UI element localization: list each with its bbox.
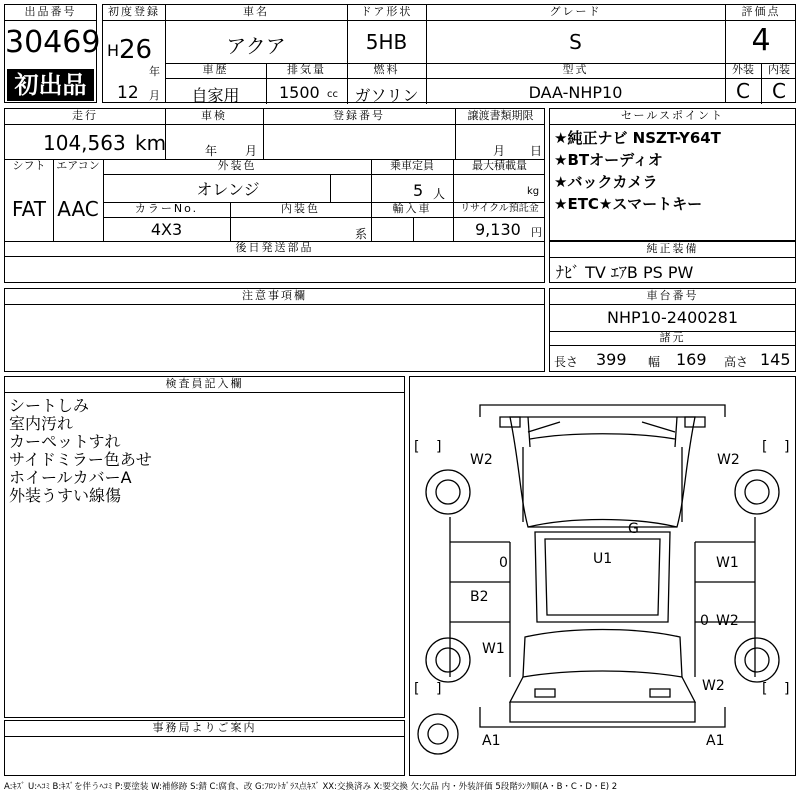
office-label: 事務局よりご案内 [5, 721, 404, 737]
later-parts-label: 後日発送部品 [235, 241, 314, 254]
width-label: 幅 [648, 355, 661, 369]
length: 399 [596, 350, 627, 369]
sales-points-box [549, 108, 796, 241]
width: 169 [676, 350, 707, 369]
era: H [107, 41, 120, 60]
mark-g: G [628, 521, 639, 537]
lot-number-box [4, 4, 101, 103]
color-no: 4X3 [150, 220, 183, 239]
ac: AAC [57, 197, 99, 221]
lot-number: 30469 [5, 25, 101, 60]
seats-unit: 人 [433, 187, 446, 201]
svg-text:[: [ [414, 681, 420, 697]
svg-text:[: [ [762, 681, 768, 697]
office-box [4, 720, 405, 776]
load-label: 最大積載量 [472, 159, 527, 172]
reg-number-label: 登録番号 [333, 109, 385, 122]
height-label: 高さ [724, 355, 749, 369]
inspection-label: 車検 [201, 109, 227, 122]
first-listing-badge: 初出品 [7, 69, 94, 101]
mileage-unit: km [135, 131, 167, 155]
chassis-label: 車台番号 [550, 289, 795, 305]
mark-zero-right: 0 [700, 613, 709, 629]
mark-zero-left: 0 [499, 555, 508, 571]
equipment-box [549, 241, 796, 283]
month-unit: 月 [149, 89, 160, 102]
legend: A:ｷｽﾞ U:ﾍｺﾐ B:ｷｽﾞを伴うﾍｺﾐ P:要塗装 W:補修跡 S:錆 C:腐食、改 G:ﾌﾛﾝﾄｶﾞﾗｽ点ｷｽﾞ XX:交換済み X:要交換 欠:欠品 内・外装評価 5段階ﾗﾝｸ順(A・B・C・D・E) 2 [4, 782, 618, 792]
inspector-note: シートしみ [9, 396, 90, 415]
int-grade-label: 内装 [768, 63, 790, 76]
inspector-note: サイドミラー色あせ [9, 450, 152, 469]
first-reg-label: 初度登録 [108, 5, 160, 18]
recycle-unit: 円 [531, 226, 542, 239]
inspector-note: 室内汚れ [9, 414, 74, 433]
grade: S [569, 30, 582, 54]
ext-grade: C [736, 79, 750, 103]
equipment-label: 純正装備 [550, 242, 795, 258]
mark-a1-right: A1 [706, 733, 725, 749]
ac-label: エアコン [56, 159, 100, 172]
shift-label: シフト [12, 159, 46, 172]
door-type: 5HB [365, 30, 408, 54]
recycle-fee: 9,130 [475, 220, 521, 239]
car-diagram-box [409, 376, 796, 776]
inspector-note: カーペットすれ [9, 432, 121, 451]
transfer-day-unit: 日 [530, 144, 543, 158]
shift: FAT [11, 197, 46, 221]
vehicle-header-box [102, 4, 796, 103]
sales-points-label: セールスポイント [550, 109, 795, 125]
displacement-label: 排気量 [287, 63, 326, 76]
svg-text:]: ] [436, 681, 442, 697]
dims-label: 諸元 [659, 331, 686, 344]
inspector-label: 検査員記入欄 [5, 377, 404, 393]
svg-text:]: ] [436, 439, 442, 455]
equipment: ﾅﾋﾞ TV ｴｱB PS PW [556, 263, 694, 282]
height: 145 [760, 350, 791, 369]
sales-point: ★純正ナビ NSZT-Y64T [554, 129, 721, 147]
grade-label: グレード [549, 5, 602, 18]
ext-grade-label: 外装 [732, 63, 754, 76]
inspector-box [4, 376, 405, 718]
length-label: 長さ [554, 355, 579, 369]
displacement: 1500 [279, 83, 320, 102]
chassis-box [549, 288, 796, 372]
score: 4 [751, 23, 771, 58]
mark-a1-left: A1 [482, 733, 501, 749]
mileage: 104,563 [43, 131, 126, 155]
displacement-unit: cc [327, 89, 338, 100]
notes-label: 注意事項欄 [5, 289, 544, 305]
fuel-label: 燃料 [373, 63, 400, 76]
transfer-month-unit: 月 [493, 144, 506, 158]
mark-b2: B2 [470, 589, 489, 605]
interior-color-label: 内装色 [281, 202, 320, 215]
sales-point: ★バックカメラ [554, 173, 658, 191]
first-reg-year: 26 [119, 35, 153, 65]
door-label: ドア形状 [360, 5, 413, 18]
mark-w2-front-right: W2 [717, 452, 740, 468]
sales-point: ★BTオーディオ [554, 151, 663, 169]
seats-label: 乗車定員 [390, 159, 434, 172]
svg-text:[: [ [762, 439, 768, 455]
chassis-number: NHP10-2400281 [606, 308, 739, 327]
lot-number-label: 出品番号 [5, 5, 96, 21]
model-label: 型式 [562, 63, 589, 76]
model-code: DAA-NHP10 [528, 83, 623, 102]
color-label: 外装色 [217, 159, 257, 172]
car-name-label: 車名 [243, 5, 269, 18]
load-unit: kg [527, 186, 540, 197]
mark-w1-right: W1 [716, 555, 739, 571]
inspector-note: 外装うすい線傷 [9, 486, 122, 505]
history-label: 車歴 [202, 63, 229, 76]
import-label: 輸入車 [392, 202, 432, 215]
score-label: 評価点 [741, 5, 781, 18]
mileage-label: 走行 [72, 109, 98, 122]
svg-text:]: ] [784, 439, 790, 455]
inspection-year-unit: 年 [205, 144, 218, 158]
mark-w2-right: W2 [716, 613, 739, 629]
year-unit: 年 [149, 65, 160, 78]
specs-box [4, 108, 545, 283]
inspection-month-unit: 月 [245, 144, 258, 158]
mark-u1: U1 [593, 551, 613, 567]
car-name: アクア [226, 34, 286, 58]
first-reg-month: 12 [117, 83, 139, 103]
seats: 5 [413, 181, 424, 200]
inspector-note: ホイールカバーA [9, 468, 132, 487]
notes-box [4, 288, 545, 372]
interior-color-unit: 系 [355, 227, 368, 241]
mark-w1-left: W1 [482, 641, 505, 657]
mark-w2-front-left: W2 [470, 452, 493, 468]
svg-text:]: ] [784, 681, 790, 697]
fuel: ガソリン [354, 86, 419, 105]
svg-text:[: [ [414, 439, 420, 455]
transfer-label: 譲渡書類期限 [467, 109, 534, 122]
mark-w2-rear-right: W2 [702, 678, 725, 694]
history: 自家用 [191, 86, 240, 105]
recycle-label: リサイクル預託金 [460, 203, 539, 214]
car-diagram [410, 377, 795, 775]
int-grade: C [772, 79, 786, 103]
color-no-label: カラーNo. [134, 202, 199, 215]
sales-point: ★ETC★スマートキー [554, 195, 703, 213]
exterior-color: オレンジ [196, 180, 260, 199]
